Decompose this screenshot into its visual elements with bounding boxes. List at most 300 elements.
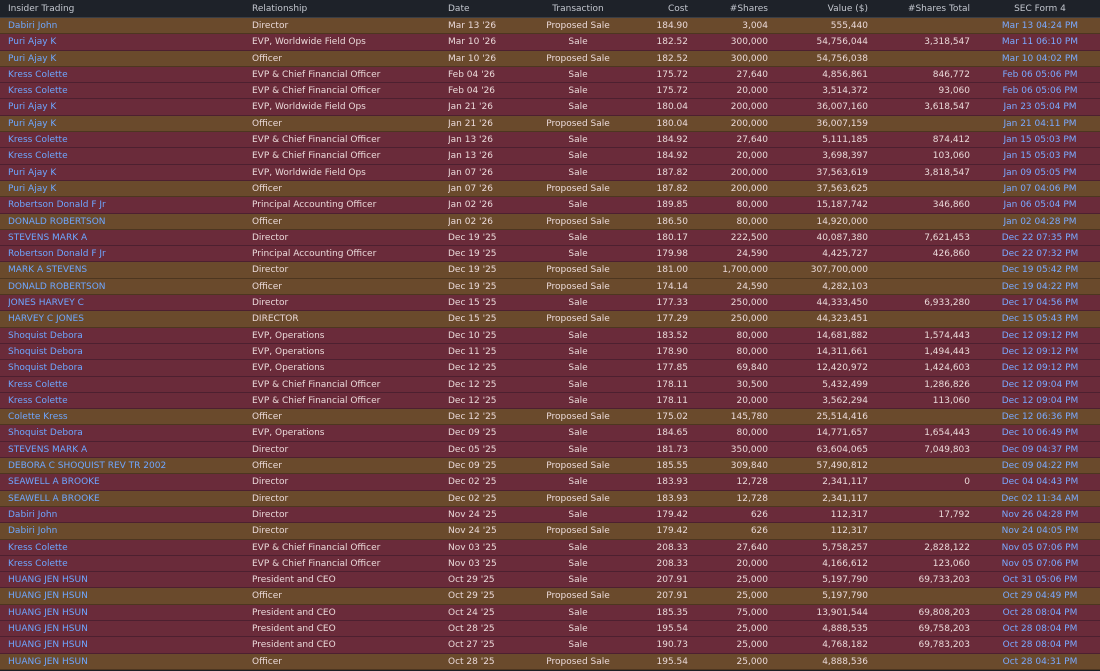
value-cell: 5,111,185 — [822, 135, 868, 146]
date-cell: Dec 09 '25 — [448, 461, 497, 472]
sec-form4-link[interactable]: Dec 12 09:12 PM — [1001, 363, 1079, 374]
shares-total-cell: 3,318,547 — [924, 37, 970, 48]
sec-form4-link[interactable]: Dec 04 04:43 PM — [1001, 477, 1079, 488]
date-cell: Oct 29 '25 — [448, 575, 495, 586]
value-cell: 54,756,038 — [816, 53, 868, 64]
relationship-cell: EVP, Worldwide Field Ops — [252, 37, 366, 48]
sec-form4-link[interactable]: Dec 22 07:32 PM — [1001, 249, 1079, 260]
relationship-cell: Director — [252, 265, 289, 276]
shares-cell: 145,780 — [730, 412, 768, 423]
relationship-cell: EVP & Chief Financial Officer — [252, 542, 381, 553]
sec-form4-link[interactable]: Dec 12 09:12 PM — [1001, 330, 1079, 341]
shares-cell: 24,590 — [736, 281, 768, 292]
insider-name-link[interactable]: Kress Colette — [8, 151, 68, 162]
shares-total-cell: 103,060 — [932, 151, 970, 162]
value-cell: 4,166,612 — [822, 558, 868, 569]
value-cell: 37,563,619 — [816, 167, 868, 178]
sec-form4-link[interactable]: Oct 28 04:31 PM — [1002, 656, 1078, 667]
shares-cell: 20,000 — [736, 395, 768, 406]
value-cell: 112,317 — [830, 509, 868, 520]
shares-cell: 25,000 — [736, 591, 768, 602]
cost-cell: 184.92 — [656, 151, 688, 162]
insider-name-link[interactable]: SEAWELL A BROOKE — [8, 493, 100, 504]
insider-name-link[interactable]: HUANG JEN HSUN — [8, 607, 88, 618]
date-cell: Nov 03 '25 — [448, 542, 497, 553]
sec-form4-link[interactable]: Mar 13 04:24 PM — [1001, 21, 1079, 31]
date-cell: Nov 24 '25 — [448, 526, 497, 537]
cost-cell: 187.82 — [656, 183, 688, 194]
insider-name-link[interactable]: HARVEY C JONES — [8, 314, 84, 325]
table-row — [0, 295, 1100, 311]
insider-name-link[interactable]: HUANG JEN HSUN — [8, 656, 88, 667]
value-cell: 555,440 — [830, 21, 868, 31]
relationship-cell: EVP & Chief Financial Officer — [252, 69, 381, 80]
transaction-cell: Proposed Sale — [546, 412, 610, 423]
cost-cell: 182.52 — [656, 37, 688, 48]
value-cell: 57,490,812 — [816, 461, 868, 472]
shares-total-cell: 7,621,453 — [924, 232, 970, 243]
transaction-cell: Sale — [568, 37, 588, 48]
transaction-cell: Sale — [568, 542, 588, 553]
shares-cell: 200,000 — [730, 118, 768, 129]
transaction-cell: Sale — [568, 477, 588, 488]
col-header-transaction[interactable]: Transaction — [552, 4, 604, 14]
transaction-cell: Sale — [568, 509, 588, 520]
relationship-cell: President and CEO — [252, 607, 336, 618]
insider-name-link[interactable]: DONALD ROBERTSON — [8, 216, 106, 227]
table-row — [0, 132, 1100, 148]
date-cell: Dec 19 '25 — [448, 232, 497, 243]
sec-form4-link[interactable]: Jan 06 05:04 PM — [1003, 200, 1077, 211]
insider-name-link[interactable]: HUANG JEN HSUN — [8, 623, 88, 634]
sec-form4-link[interactable]: Jan 21 04:11 PM — [1003, 118, 1077, 129]
insider-name-link[interactable]: Kress Colette — [8, 395, 68, 406]
transaction-cell: Proposed Sale — [546, 314, 610, 325]
date-cell: Dec 10 '25 — [448, 330, 497, 341]
table-row — [0, 393, 1100, 409]
sec-form4-link[interactable]: Dec 02 11:34 AM — [1001, 493, 1079, 504]
relationship-cell: Principal Accounting Officer — [252, 200, 377, 211]
col-header-sec-form4[interactable]: SEC Form 4 — [1014, 4, 1066, 14]
transaction-cell: Sale — [568, 379, 588, 390]
transaction-cell: Sale — [568, 102, 588, 113]
sec-form4-link[interactable]: Nov 05 07:06 PM — [1001, 542, 1079, 553]
table-row — [0, 377, 1100, 393]
relationship-cell: EVP, Operations — [252, 428, 325, 439]
cost-cell: 184.65 — [656, 428, 688, 439]
transaction-cell: Sale — [568, 249, 588, 260]
date-cell: Dec 19 '25 — [448, 281, 497, 292]
cost-cell: 208.33 — [656, 542, 688, 553]
sec-form4-link[interactable]: Oct 29 04:49 PM — [1002, 591, 1078, 602]
shares-cell: 200,000 — [730, 167, 768, 178]
cost-cell: 190.73 — [656, 640, 688, 651]
shares-total-cell: 1,286,826 — [924, 379, 970, 390]
relationship-cell: Director — [252, 509, 289, 520]
date-cell: Jan 13 '26 — [448, 135, 493, 146]
relationship-cell: EVP & Chief Financial Officer — [252, 558, 381, 569]
shares-total-cell: 426,860 — [932, 249, 970, 260]
value-cell: 44,323,451 — [816, 314, 868, 325]
value-cell: 13,901,544 — [816, 607, 868, 618]
shares-cell: 626 — [750, 509, 768, 520]
table-row — [0, 246, 1100, 262]
insider-name-link[interactable]: Robertson Donald F Jr — [8, 249, 106, 260]
insider-name-link[interactable]: Dabiri John — [8, 526, 58, 537]
transaction-cell: Sale — [568, 298, 588, 309]
value-cell: 14,920,000 — [816, 216, 868, 227]
table-row — [0, 18, 1100, 34]
insider-name-link[interactable]: Colette Kress — [8, 412, 68, 423]
shares-cell: 30,500 — [736, 379, 768, 390]
shares-total-cell: 7,049,803 — [924, 444, 970, 455]
transaction-cell: Proposed Sale — [546, 53, 610, 64]
sec-form4-link[interactable]: Jan 09 05:05 PM — [1003, 167, 1077, 178]
table-row — [0, 425, 1100, 441]
value-cell: 3,698,397 — [822, 151, 868, 162]
insider-name-link[interactable]: Kress Colette — [8, 558, 68, 569]
shares-total-cell: 2,828,122 — [924, 542, 970, 553]
shares-cell: 75,000 — [736, 607, 768, 618]
relationship-cell: Officer — [252, 53, 282, 64]
insider-name-link[interactable]: JONES HARVEY C — [8, 298, 84, 309]
sec-form4-link[interactable]: Dec 12 09:04 PM — [1001, 395, 1079, 406]
shares-total-cell: 846,772 — [932, 69, 970, 80]
shares-total-cell: 1,574,443 — [924, 330, 970, 341]
value-cell: 4,888,536 — [822, 656, 868, 667]
value-cell: 307,700,000 — [810, 265, 868, 276]
insider-name-link[interactable]: Kress Colette — [8, 86, 68, 97]
insider-name-link[interactable]: Puri Ajay K — [8, 118, 57, 129]
insider-name-link[interactable]: DEBORA C SHOQUIST REV TR 2002 — [8, 461, 167, 472]
cost-cell: 177.29 — [656, 314, 688, 325]
insider-name-link[interactable]: Robertson Donald F Jr — [8, 200, 106, 211]
transaction-cell: Proposed Sale — [546, 183, 610, 194]
sec-form4-link[interactable]: Dec 22 07:35 PM — [1001, 232, 1079, 243]
date-cell: Dec 15 '25 — [448, 298, 497, 309]
sec-form4-link[interactable]: Dec 12 09:12 PM — [1001, 346, 1079, 357]
insider-name-link[interactable]: STEVENS MARK A — [8, 232, 88, 243]
sec-form4-link[interactable]: Dec 09 04:22 PM — [1001, 461, 1079, 472]
relationship-cell: EVP, Worldwide Field Ops — [252, 167, 366, 178]
cost-cell: 183.52 — [656, 330, 688, 341]
sec-form4-link[interactable]: Nov 26 04:28 PM — [1001, 509, 1079, 520]
sec-form4-link[interactable]: Dec 17 04:56 PM — [1001, 298, 1079, 309]
cost-cell: 182.52 — [656, 53, 688, 64]
sec-form4-link[interactable]: Jan 15 05:03 PM — [1003, 151, 1077, 162]
table-row — [0, 181, 1100, 197]
relationship-cell: Officer — [252, 412, 282, 423]
shares-cell: 80,000 — [736, 428, 768, 439]
date-cell: Dec 19 '25 — [448, 249, 497, 260]
table-row — [0, 165, 1100, 181]
date-cell: Jan 13 '26 — [448, 151, 493, 162]
insider-name-link[interactable]: MARK A STEVENS — [8, 265, 88, 276]
insider-name-link[interactable]: Shoquist Debora — [8, 330, 83, 341]
table-row — [0, 572, 1100, 588]
insider-name-link[interactable]: Kress Colette — [8, 135, 68, 146]
cost-cell: 207.91 — [656, 575, 688, 586]
insider-name-link[interactable]: HUANG JEN HSUN — [8, 591, 88, 602]
insider-name-link[interactable]: STEVENS MARK A — [8, 444, 88, 455]
col-header-cost[interactable]: Cost — [667, 4, 688, 14]
insider-name-link[interactable]: Puri Ajay K — [8, 167, 57, 178]
table-row — [0, 654, 1100, 670]
transaction-cell: Sale — [568, 428, 588, 439]
sec-form4-link[interactable]: Nov 05 07:06 PM — [1001, 558, 1079, 569]
relationship-cell: EVP & Chief Financial Officer — [252, 135, 381, 146]
shares-total-cell: 3,818,547 — [924, 167, 970, 178]
insider-name-link[interactable]: HUANG JEN HSUN — [8, 640, 88, 651]
shares-total-cell: 874,412 — [932, 135, 970, 146]
date-cell: Mar 10 '26 — [448, 37, 497, 48]
sec-form4-link[interactable]: Mar 11 06:10 PM — [1001, 37, 1079, 48]
cost-cell: 181.00 — [656, 265, 688, 276]
insider-name-link[interactable]: Shoquist Debora — [8, 428, 83, 439]
value-cell: 4,768,182 — [822, 640, 868, 651]
shares-total-cell: 113,060 — [932, 395, 970, 406]
table-row — [0, 360, 1100, 376]
relationship-cell: President and CEO — [252, 575, 336, 586]
value-cell: 40,087,380 — [816, 232, 868, 243]
relationship-cell: EVP & Chief Financial Officer — [252, 151, 381, 162]
shares-cell: 20,000 — [736, 151, 768, 162]
insider-name-link[interactable]: DONALD ROBERTSON — [8, 281, 106, 292]
table-row — [0, 442, 1100, 458]
sec-form4-link[interactable]: Jan 23 05:04 PM — [1003, 102, 1077, 113]
date-cell: Nov 24 '25 — [448, 509, 497, 520]
sec-form4-link[interactable]: Jan 15 05:03 PM — [1003, 135, 1077, 146]
sec-form4-link[interactable]: Dec 09 04:37 PM — [1001, 444, 1079, 455]
value-cell: 14,771,657 — [816, 428, 868, 439]
shares-cell: 25,000 — [736, 575, 768, 586]
value-cell: 25,514,416 — [816, 412, 868, 423]
relationship-cell: EVP, Worldwide Field Ops — [252, 102, 366, 113]
sec-form4-link[interactable]: Oct 28 08:04 PM — [1002, 607, 1078, 618]
shares-total-cell: 1,654,443 — [924, 428, 970, 439]
cost-cell: 185.35 — [656, 607, 688, 618]
transaction-cell: Sale — [568, 86, 588, 97]
table-row — [0, 344, 1100, 360]
sec-form4-link[interactable]: Dec 15 05:43 PM — [1001, 314, 1079, 325]
relationship-cell: Officer — [252, 216, 282, 227]
transaction-cell: Sale — [568, 558, 588, 569]
transaction-cell: Sale — [568, 395, 588, 406]
value-cell: 54,756,044 — [816, 37, 868, 48]
relationship-cell: President and CEO — [252, 623, 336, 634]
table-row — [0, 99, 1100, 115]
date-cell: Jan 21 '26 — [448, 118, 493, 129]
insider-name-link[interactable]: Puri Ajay K — [8, 37, 57, 48]
sec-form4-link[interactable]: Dec 19 05:42 PM — [1001, 265, 1079, 276]
shares-total-cell: 69,733,203 — [918, 575, 970, 586]
sec-form4-link[interactable]: Oct 28 08:04 PM — [1002, 640, 1078, 651]
cost-cell: 195.54 — [656, 623, 688, 634]
value-cell: 3,562,294 — [822, 395, 868, 406]
table-row — [0, 148, 1100, 164]
value-cell: 2,341,117 — [822, 477, 868, 488]
shares-cell: 200,000 — [730, 183, 768, 194]
insider-name-link[interactable]: Kress Colette — [8, 69, 68, 80]
transaction-cell: Proposed Sale — [546, 216, 610, 227]
table-row — [0, 197, 1100, 213]
relationship-cell: Principal Accounting Officer — [252, 249, 377, 260]
sec-form4-link[interactable]: Jan 02 04:28 PM — [1003, 216, 1077, 227]
shares-cell: 12,728 — [736, 493, 768, 504]
cost-cell: 175.72 — [656, 86, 688, 97]
cost-cell: 175.72 — [656, 69, 688, 80]
sec-form4-link[interactable]: Mar 10 04:02 PM — [1001, 53, 1079, 64]
transaction-cell: Proposed Sale — [546, 656, 610, 667]
transaction-cell: Proposed Sale — [546, 265, 610, 276]
insider-name-link[interactable]: Kress Colette — [8, 542, 68, 553]
sec-form4-link[interactable]: Dec 10 06:49 PM — [1001, 428, 1079, 439]
value-cell: 4,425,727 — [822, 249, 868, 260]
col-header-insider[interactable]: Insider Trading — [8, 4, 75, 14]
table-row — [0, 67, 1100, 83]
sec-form4-link[interactable]: Dec 12 09:04 PM — [1001, 379, 1079, 390]
sec-form4-link[interactable]: Nov 24 04:05 PM — [1001, 526, 1079, 537]
cost-cell: 183.93 — [656, 477, 688, 488]
shares-total-cell: 17,792 — [938, 509, 970, 520]
table-row — [0, 556, 1100, 572]
date-cell: Mar 10 '26 — [448, 53, 497, 64]
shares-total-cell: 69,758,203 — [918, 623, 970, 634]
shares-cell: 309,840 — [730, 461, 768, 472]
value-cell: 36,007,160 — [816, 102, 868, 113]
shares-total-cell: 69,783,203 — [918, 640, 970, 651]
transaction-cell: Sale — [568, 607, 588, 618]
insider-name-link[interactable]: Shoquist Debora — [8, 346, 83, 357]
transaction-cell: Sale — [568, 623, 588, 634]
value-cell: 5,432,499 — [822, 379, 868, 390]
table-row — [0, 409, 1100, 425]
table-row — [0, 116, 1100, 132]
shares-cell: 20,000 — [736, 558, 768, 569]
date-cell: Oct 24 '25 — [448, 607, 495, 618]
transaction-cell: Proposed Sale — [546, 591, 610, 602]
sec-form4-link[interactable]: Dec 12 06:36 PM — [1001, 412, 1079, 423]
cost-cell: 186.50 — [656, 216, 688, 227]
date-cell: Mar 13 '26 — [448, 21, 497, 31]
insider-name-link[interactable]: Dabiri John — [8, 509, 58, 520]
shares-total-cell: 346,860 — [932, 200, 970, 211]
sec-form4-link[interactable]: Feb 06 05:06 PM — [1002, 69, 1078, 80]
shares-cell: 250,000 — [730, 298, 768, 309]
sec-form4-link[interactable]: Jan 07 04:06 PM — [1003, 183, 1077, 194]
date-cell: Oct 27 '25 — [448, 640, 495, 651]
value-cell: 4,282,103 — [822, 281, 868, 292]
date-cell: Jan 07 '26 — [448, 167, 493, 178]
shares-cell: 80,000 — [736, 330, 768, 341]
shares-total-cell: 69,808,203 — [918, 607, 970, 618]
shares-cell: 626 — [750, 526, 768, 537]
insider-name-link[interactable]: SEAWELL A BROOKE — [8, 477, 100, 488]
col-header-relationship[interactable]: Relationship — [252, 4, 308, 14]
insider-name-link[interactable]: Kress Colette — [8, 379, 68, 390]
sec-form4-link[interactable]: Feb 06 05:06 PM — [1002, 86, 1078, 97]
table-row — [0, 328, 1100, 344]
relationship-cell: EVP & Chief Financial Officer — [252, 86, 381, 97]
transaction-cell: Sale — [568, 640, 588, 651]
shares-cell: 27,640 — [736, 542, 768, 553]
value-cell: 112,317 — [830, 526, 868, 537]
col-header-shares-total[interactable]: #Shares Total — [907, 4, 970, 14]
cost-cell: 178.90 — [656, 346, 688, 357]
date-cell: Dec 02 '25 — [448, 477, 497, 488]
insider-name-link[interactable]: HUANG JEN HSUN — [8, 575, 88, 586]
sec-form4-link[interactable]: Oct 31 05:06 PM — [1002, 575, 1078, 586]
table-row — [0, 311, 1100, 327]
relationship-cell: Director — [252, 21, 289, 31]
table-row — [0, 83, 1100, 99]
col-header-value[interactable]: Value ($) — [827, 4, 868, 14]
cost-cell: 174.14 — [656, 281, 688, 292]
value-cell: 5,197,790 — [822, 575, 868, 586]
relationship-cell: EVP, Operations — [252, 346, 325, 357]
shares-total-cell: 0 — [964, 477, 970, 488]
table-row — [0, 474, 1100, 490]
insider-name-link[interactable]: Puri Ajay K — [8, 53, 57, 64]
date-cell: Dec 05 '25 — [448, 444, 497, 455]
insider-name-link[interactable]: Puri Ajay K — [8, 183, 57, 194]
shares-cell: 350,000 — [730, 444, 768, 455]
transaction-cell: Sale — [568, 200, 588, 211]
date-cell: Dec 02 '25 — [448, 493, 497, 504]
cost-cell: 181.73 — [656, 444, 688, 455]
shares-cell: 12,728 — [736, 477, 768, 488]
table-row — [0, 605, 1100, 621]
relationship-cell: Director — [252, 477, 289, 488]
cost-cell: 184.90 — [656, 21, 688, 31]
shares-cell: 25,000 — [736, 656, 768, 667]
shares-cell: 25,000 — [736, 640, 768, 651]
shares-cell: 25,000 — [736, 623, 768, 634]
table-row — [0, 540, 1100, 556]
table-row — [0, 491, 1100, 507]
shares-cell: 3,004 — [742, 21, 768, 31]
insider-name-link[interactable]: Shoquist Debora — [8, 363, 83, 374]
sec-form4-link[interactable]: Oct 28 08:04 PM — [1002, 623, 1078, 634]
value-cell: 36,007,159 — [816, 118, 868, 129]
value-cell: 63,604,065 — [816, 444, 868, 455]
table-row — [0, 621, 1100, 637]
insider-name-link[interactable]: Puri Ajay K — [8, 102, 57, 113]
relationship-cell: Officer — [252, 183, 282, 194]
cost-cell: 178.11 — [656, 395, 688, 406]
date-cell: Nov 03 '25 — [448, 558, 497, 569]
relationship-cell: EVP, Operations — [252, 363, 325, 374]
date-cell: Dec 12 '25 — [448, 363, 497, 374]
relationship-cell: EVP & Chief Financial Officer — [252, 395, 381, 406]
date-cell: Dec 12 '25 — [448, 395, 497, 406]
shares-cell: 250,000 — [730, 314, 768, 325]
cost-cell: 179.98 — [656, 249, 688, 260]
shares-cell: 27,640 — [736, 69, 768, 80]
cost-cell: 179.42 — [656, 526, 688, 537]
cost-cell: 177.33 — [656, 298, 688, 309]
sec-form4-link[interactable]: Dec 19 04:22 PM — [1001, 281, 1079, 292]
shares-cell: 69,840 — [736, 363, 768, 374]
col-header-shares[interactable]: #Shares — [729, 4, 768, 14]
cost-cell: 183.93 — [656, 493, 688, 504]
value-cell: 37,563,625 — [816, 183, 868, 194]
table-header-row — [0, 0, 1100, 18]
cost-cell: 208.33 — [656, 558, 688, 569]
col-header-date[interactable]: Date — [448, 4, 470, 14]
transaction-cell: Sale — [568, 575, 588, 586]
insider-name-link[interactable]: Dabiri John — [8, 21, 58, 31]
